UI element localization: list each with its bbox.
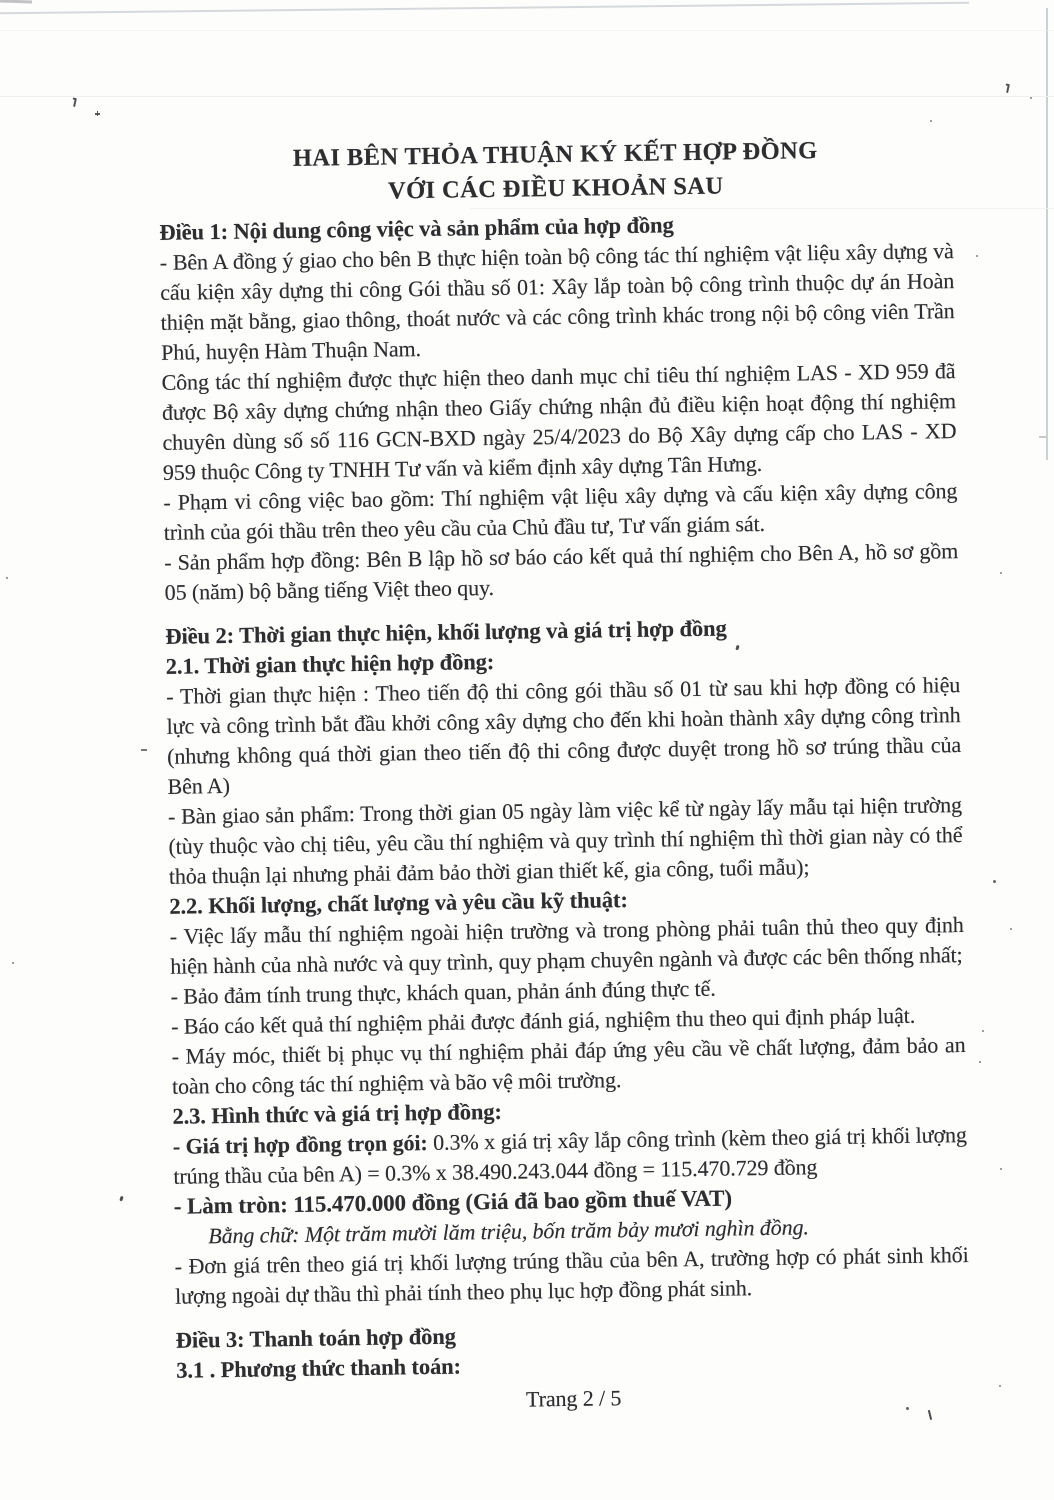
scan-speck: [928, 1410, 932, 1420]
heading-dieu-1: Điều 1: Nội dung công việc và sản phẩm của hợp đồng: [159, 212, 674, 245]
scan-speck: [6, 577, 8, 579]
document-title: [158, 132, 953, 212]
page-number: Trang 2 / 5: [525, 1385, 622, 1412]
scan-speck: [930, 120, 932, 122]
scan-speck: [993, 880, 996, 883]
scan-speck: [1000, 572, 1002, 574]
scan-streak: [0, 30, 1054, 31]
title-line-1: HAI BÊN THỎA THUẬN KÝ KẾT HỢP ĐỒNG: [292, 137, 818, 172]
scan-speck: [1006, 84, 1010, 93]
scan-speck: [95, 113, 100, 115]
scan-speck: [1030, 97, 1032, 99]
scan-speck: [12, 962, 14, 964]
scan-edge-corner: [0, 0, 32, 3]
paragraph-pham-vi: - Phạm vi công việc bao gồm: Thí nghiệm vật liệu xây dựng và cấu kiện xây dựng công trình của gói thầu trên theo yêu cầu của Chủ đầu tư, Tư vấn giám sát.: [163, 478, 958, 545]
paragraph-lay-mau: - Việc lấy mẫu thí nghiệm ngoài hiện trường và trong phòng phải tuân thủ theo quy định hiện hành của nhà nước và quy trình, quy phạm chuyên ngành và được các bên thống nhất;: [169, 912, 964, 979]
scan-speck: [73, 98, 77, 107]
scan-speck: [982, 1030, 984, 1032]
paragraph-trung-thuc: - Bảo đảm tính trung thực, khách quan, phản ánh đúng thực tế.: [170, 975, 716, 1009]
scan-speck: [119, 1196, 123, 1202]
paragraph-bao-cao: - Báo cáo kết quả thí nghiệm phải được đánh giá, nghiệm thu theo qui định pháp luật.: [170, 1002, 916, 1039]
title-line-2: VỚI CÁC ĐIỀU KHOẢN SAU: [387, 172, 724, 205]
scan-edge-top: [0, 2, 969, 14]
scan-edge-right: [1046, 8, 1048, 460]
scan-speck: [979, 1061, 981, 1063]
paragraph-work-scope: - Bên A đồng ý giao cho bên B thực hiện toàn bộ công tác thí nghiệm vật liệu xây dựng và cấu kiện xây dựng thi công Gói thầu số 01: Xây lắp toàn bộ công trình thuộc dự án Hoàn thiện mặt bằng, giao thông, thoát nước và các công trình khác trong nội bộ công viên Trần Phú, huyện Hàm Thuận Nam.: [159, 238, 955, 365]
scan-edge-tick: [1039, 436, 1047, 438]
paragraph-las-certificate: Công tác thí nghiệm được thực hiện theo danh mục chỉ tiêu thí nghiệm LAS - XD 959 đã được Bộ xây dựng chứng nhận theo Giấy chứng nhận đủ điều kiện hoạt động thí nghiệm chuyên dùng số số 116 GCN-BXD ngày 25/4/2023 do Bộ Xây dựng cấp cho LAS - XD 959 thuộc Công ty TNHH Tư vấn và kiểm định xây dựng Tân Hưng.: [161, 358, 957, 485]
scan-speck: [999, 1385, 1001, 1387]
paragraph-don-gia: - Đơn giá trên theo giá trị khối lượng trúng thầu của bên A, trường hợp có phát sinh khối lượng ngoài dự thầu thì phải tính theo phụ lục hợp đồng phát sinh.: [174, 1241, 969, 1309]
gia-tri-value: 0.3% x giá trị xây lắp công trình (kèm theo giá trị khối lượng trúng thầu của bên A) = 0.3% x 38.490.243.044 đồng = 115.470.729 đồng: [173, 1122, 968, 1189]
paragraph-may-moc: - Máy móc, thiết bị phục vụ thí nghiệm phải đáp ứng yêu cầu về chất lượng, đảm bảo an toàn cho công tác thí nghiệm và bão vệ môi trường.: [171, 1032, 966, 1099]
heading-2-2: 2.2. Khối lượng, chất lượng và yêu cầu kỹ thuật:: [169, 887, 628, 919]
heading-2-1: 2.1. Thời gian thực hiện hợp đồng:: [165, 648, 495, 679]
scan-speck: [976, 255, 978, 257]
heading-3-1: 3.1 . Phương thức thanh toán:: [176, 1353, 462, 1383]
heading-dieu-2: Điều 2: Thời gian thực hiện, khối lượng và giá trị hợp đồng: [165, 615, 727, 649]
paragraph-san-pham: - Sản phẩm hợp đồng: Bên B lập hồ sơ báo cáo kết quả thí nghiệm cho Bên A, hồ sơ gồm 05 (năm) bộ bằng tiếng Việt theo quy.: [164, 538, 959, 605]
scan-speck: [141, 749, 147, 751]
scan-speck: [1010, 928, 1012, 930]
paragraph-thoi-gian: - Thời gian thực hiện : Theo tiến độ thi công gói thầu số 01 từ sau khi hợp đồng có hiệu lực và công trình bắt đầu khởi công xây dựng cho đến khi hoàn thành xây dựng công trình (nhưng không quá thời gian theo tiến độ thi công được duyệt trong hồ sơ trúng thầu của Bên A): [166, 672, 962, 799]
paragraph-lam-tron: - Làm tròn: 115.470.000 đồng (Giá đã bao gồm thuế VAT): [173, 1185, 733, 1219]
scan-speck: [1000, 1168, 1002, 1170]
gia-tri-label: - Giá trị hợp đồng trọn gói:: [172, 1130, 428, 1159]
heading-2-3: 2.3. Hình thức và giá trị hợp đồng:: [172, 1098, 503, 1129]
paragraph-ban-giao: - Bàn giao sản phẩm: Trong thời gian 05 ngày làm việc kể từ ngày lấy mẫu tại hiện trường (tùy thuộc vào chị tiêu, yêu cầu thí nghiệm và quy trình thí nghiệm thì thời gian này có thể thỏa thuận lại nhưng phải đảm bảo thời gian thiết kế, gia công, tuổi mẫu);: [167, 792, 963, 889]
scan-streak: [0, 96, 1054, 97]
heading-dieu-3: Điều 3: Thanh toán hợp đồng: [175, 1323, 457, 1353]
paragraph-bang-chu: Bằng chữ: Một trăm mười lăm triệu, bốn trăm bảy mươi nghìn đồng.: [208, 1214, 809, 1249]
page-content: [158, 132, 971, 1420]
